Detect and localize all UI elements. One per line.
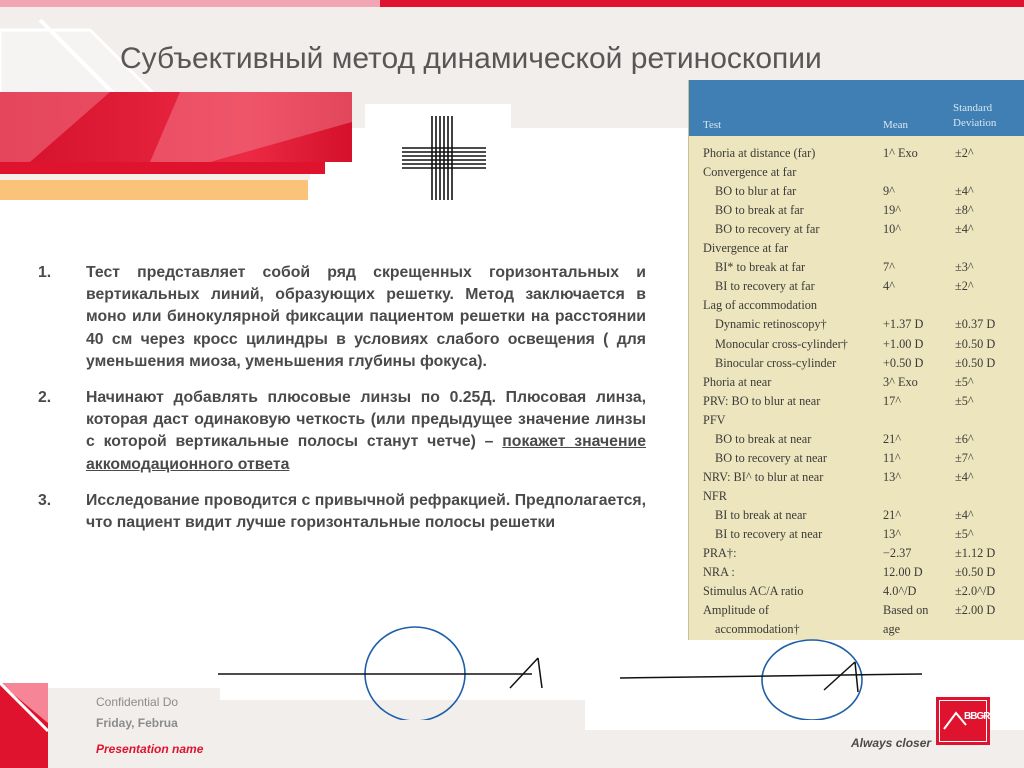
- table-cell-test: BO to blur at far: [715, 184, 797, 199]
- table-cell-sd: ±5^: [955, 393, 974, 408]
- table-cell-sd: ±1.12 D: [955, 546, 996, 561]
- table-cell-mean: 1^ Exo: [883, 146, 918, 160]
- table-cell-test: NRA :: [703, 565, 735, 580]
- table-cell-test: PFV: [703, 412, 726, 427]
- table-cell-test: NFR: [703, 488, 727, 503]
- table-cell-test: NRV: BI^ to blur at near: [703, 469, 824, 484]
- tagline: Always closer: [851, 736, 932, 750]
- table-cell-test: BI to recovery at far: [715, 279, 815, 294]
- table-cell-test: Amplitude of: [703, 603, 769, 618]
- list-text: Тест представляет собой ряд скрещенных горизонтальных и вертикальных линий, образующих решетку. Метод заключается в моно или бинокулярной фиксации пациентом решетки на расстоянии 40 см через кросс цилиндры в условиях слабого освещения ( для уменьшения миоза, уменьшения глубины фокуса).: [86, 264, 646, 370]
- header-mean: Mean: [883, 119, 909, 131]
- table-cell-test: accommodation†: [715, 622, 800, 637]
- table-cell-test: Dynamic retinoscopy†: [715, 317, 827, 332]
- table-cell-test: BI* to break at far: [715, 260, 806, 275]
- table-cell-mean: +0.50 D: [883, 355, 924, 370]
- table-cell-mean: age: [883, 622, 901, 637]
- table-cell-test: BI to recovery at near: [715, 527, 823, 541]
- logo-mark: [939, 700, 990, 742]
- table-cell-sd: ±4^: [955, 184, 974, 199]
- table-cell-sd: ±3^: [955, 260, 974, 275]
- table-cell-mean: 4.0^/D: [883, 584, 917, 599]
- table-cell-test: Stimulus AC/A ratio: [703, 584, 804, 599]
- table-cell-mean: Based on: [883, 603, 929, 618]
- table-cell-sd: ±7^: [955, 450, 974, 465]
- header-test: Test: [703, 119, 722, 131]
- list-text-underlined: покажет значение аккомодационного ответа: [86, 433, 647, 473]
- table-cell-mean: 12.00 D: [883, 565, 923, 580]
- table-cell-test: BI to break at near: [715, 507, 807, 522]
- list-item: [38, 387, 646, 476]
- table-cell-test: PRV: BO to blur at near: [703, 393, 821, 408]
- table-cell-test: BO to recovery at far: [715, 222, 820, 237]
- list-text: Исследование проводится с привычной рефракцией. Предполагается, что пациент видит лучше горизонтальные полосы решетки: [86, 491, 646, 532]
- method-steps-list: [38, 262, 646, 548]
- table-cell-test: Binocular cross-cylinder: [715, 355, 837, 370]
- table-cell-sd: ±2.00 D: [955, 603, 996, 618]
- table-cell-sd: ±4^: [955, 469, 974, 484]
- table-cell-test: Lag of accommodation: [703, 298, 818, 313]
- table-cell-mean: −2.37: [883, 546, 912, 561]
- table-cell-sd: ±2^: [955, 279, 974, 294]
- list-item: [38, 262, 646, 373]
- presentation-name: Presentation name: [96, 742, 204, 756]
- table-cell-test: Phoria at distance (far): [703, 146, 816, 160]
- table-cell-test: BO to break at far: [715, 203, 804, 218]
- table-cell-mean: 13^: [883, 527, 902, 541]
- table-cell-mean: +1.37 D: [883, 317, 924, 332]
- table-cell-mean: 17^: [883, 393, 902, 408]
- table-cell-mean: 11^: [883, 450, 901, 465]
- norms-table-scan: [688, 80, 1024, 650]
- table-cell-sd: ±0.50 D: [955, 565, 996, 580]
- table-cell-sd: ±6^: [955, 431, 974, 446]
- crossed-lines-grid-figure: [400, 112, 488, 204]
- table-cell-test: Divergence at far: [703, 241, 789, 256]
- table-cell-mean: +1.00 D: [883, 336, 924, 351]
- table-cell-mean: 7^: [883, 260, 895, 275]
- table-cell-sd: ±4^: [955, 222, 974, 237]
- list-text: [86, 387, 646, 476]
- eye-circle-right: [762, 640, 862, 720]
- table-cell-sd: ±0.37 D: [955, 317, 996, 332]
- logo-text: BBGR: [964, 711, 990, 722]
- table-cell-test: Monocular cross-cylinder†: [715, 336, 848, 351]
- list-number: 3.: [38, 491, 52, 509]
- header-band: [0, 92, 360, 202]
- list-number: 1.: [38, 264, 52, 281]
- list-text-plain: Начинают добавлять плюсовые линзы по 0.25Д. Плюсовая линза, которая даст одинаковую четкость (или предыдущее значение линзы с которой вертикальные полосы станут четче) –: [86, 389, 646, 451]
- date-label: Friday, Februa: [96, 716, 178, 730]
- table-cell-sd: ±8^: [955, 203, 974, 218]
- table-cell-sd: ±2.0^/D: [955, 584, 996, 599]
- confidential-label: Confidential Do: [96, 695, 179, 709]
- table-cell-test: PRA†:: [703, 546, 737, 561]
- table-cell-test: BO to break at near: [715, 431, 812, 446]
- table-cell-mean: 19^: [883, 203, 902, 218]
- table-cell-mean: 13^: [883, 469, 902, 484]
- table-cell-mean: 3^ Exo: [883, 374, 918, 389]
- eye-diagrams: [200, 620, 1000, 720]
- table-cell-mean: 4^: [883, 279, 895, 294]
- list-number: 2.: [38, 389, 52, 407]
- table-cell-sd: ±5^: [955, 527, 974, 541]
- table-cell-mean: 9^: [883, 184, 895, 199]
- table-cell-test: Convergence at far: [703, 165, 797, 180]
- table-cell-mean: 21^: [883, 507, 902, 522]
- slide-title: Субъективный метод динамической ретиноскопии: [120, 42, 822, 75]
- table-cell-sd: ±4^: [955, 507, 974, 522]
- bbgr-logo: [936, 697, 990, 745]
- table-cell-test: Phoria at near: [703, 374, 772, 389]
- table-cell-sd: ±5^: [955, 374, 974, 389]
- header-sd: Standard Deviation: [953, 102, 997, 129]
- table-cell-sd: ±2^: [955, 146, 974, 160]
- table-cell-test: BO to recovery at near: [715, 450, 827, 465]
- table-header: [689, 80, 1024, 136]
- table-cell-sd: ±0.50 D: [955, 355, 996, 370]
- footer-accent-decoration: [0, 683, 48, 768]
- table-cell-mean: 21^: [883, 431, 902, 446]
- list-item: [38, 490, 646, 534]
- table-cell-sd: ±0.50 D: [955, 336, 996, 351]
- table-cell-mean: 10^: [883, 222, 902, 237]
